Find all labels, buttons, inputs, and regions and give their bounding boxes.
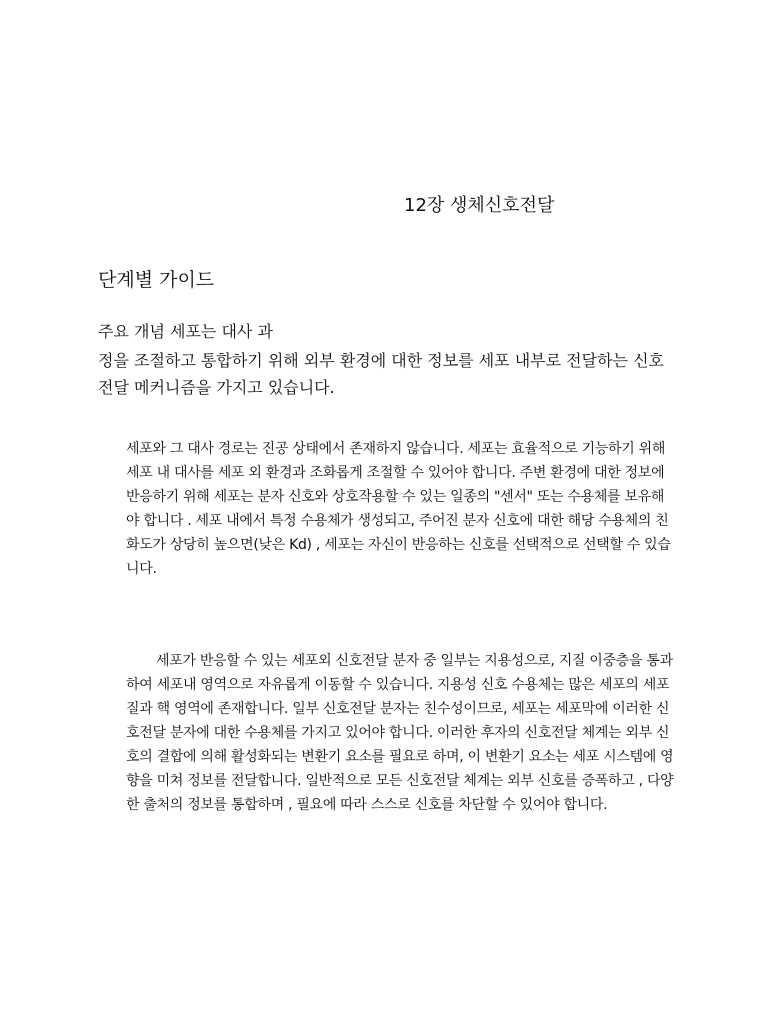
key-concept-line-1: 주요 개념 세포는 대사 과 [98,322,273,341]
key-concept-line-2: 정을 조절하고 통합하기 위해 외부 환경에 대한 정보를 세포 내부로 전달하는 신호 전달 메커니즘을 가지고 있습니다. [98,351,664,397]
section-title: 단계별 가이드 [98,269,215,291]
body-paragraph-2: 세포가 반응할 수 있는 세포외 신호전달 분자 중 일부는 지용성으로, 지질 이중층을 통과하여 세포내 영역으로 자유롭게 이동할 수 있습니다. 지용성 신호 수용체는 많은 세포의 세포질과 핵 영역에 존재합니다. 일부 신호전달 분자는 친수성이므로, 세포는 세포막에 이러한 신호전달 분자에 대한 수용체를 가지고 있어야 합니다. 이러한 후자의 신호전달 체계는 외부 신호의 결합에 의해 활성화되는 변환기 요소를 필요로 하며, 이 변환기 요소는 세포 시스템에 영향을 미쳐 정보를 전달합니다. 일반적으로 모든 신호전달 체계는 외부 신호를 증폭하고 , 다양한 출처의 정보를 통합하며 , 필요에 따라 스스로 신호를 차단할 수 있어야 합니다. [126,653,674,813]
key-concept [98,318,678,401]
chapter-title: 12장 생체신호전달 [404,195,555,216]
body-paragraph-1: 세포와 그 대사 경로는 진공 상태에서 존재하지 않습니다. 세포는 효율적으로 기능하기 위해 세포 내 대사를 세포 외 환경과 조화롭게 조절할 수 있어야 합니다. 주변 환경에 대한 정보에 반응하기 위해 세포는 분자 신호와 상호작용할 수 있는 일종의 "센서" 또는 수용체를 보유해야 합니다 . 세포 내에서 특정 수용체가 생성되고, 주어진 분자 신호에 대한 해당 수용체의 친화도가 상당히 높으면(낮은 Kd) , 세포는 자신이 반응하는 신호를 선택적으로 선택할 수 있습니다. [126,441,671,577]
